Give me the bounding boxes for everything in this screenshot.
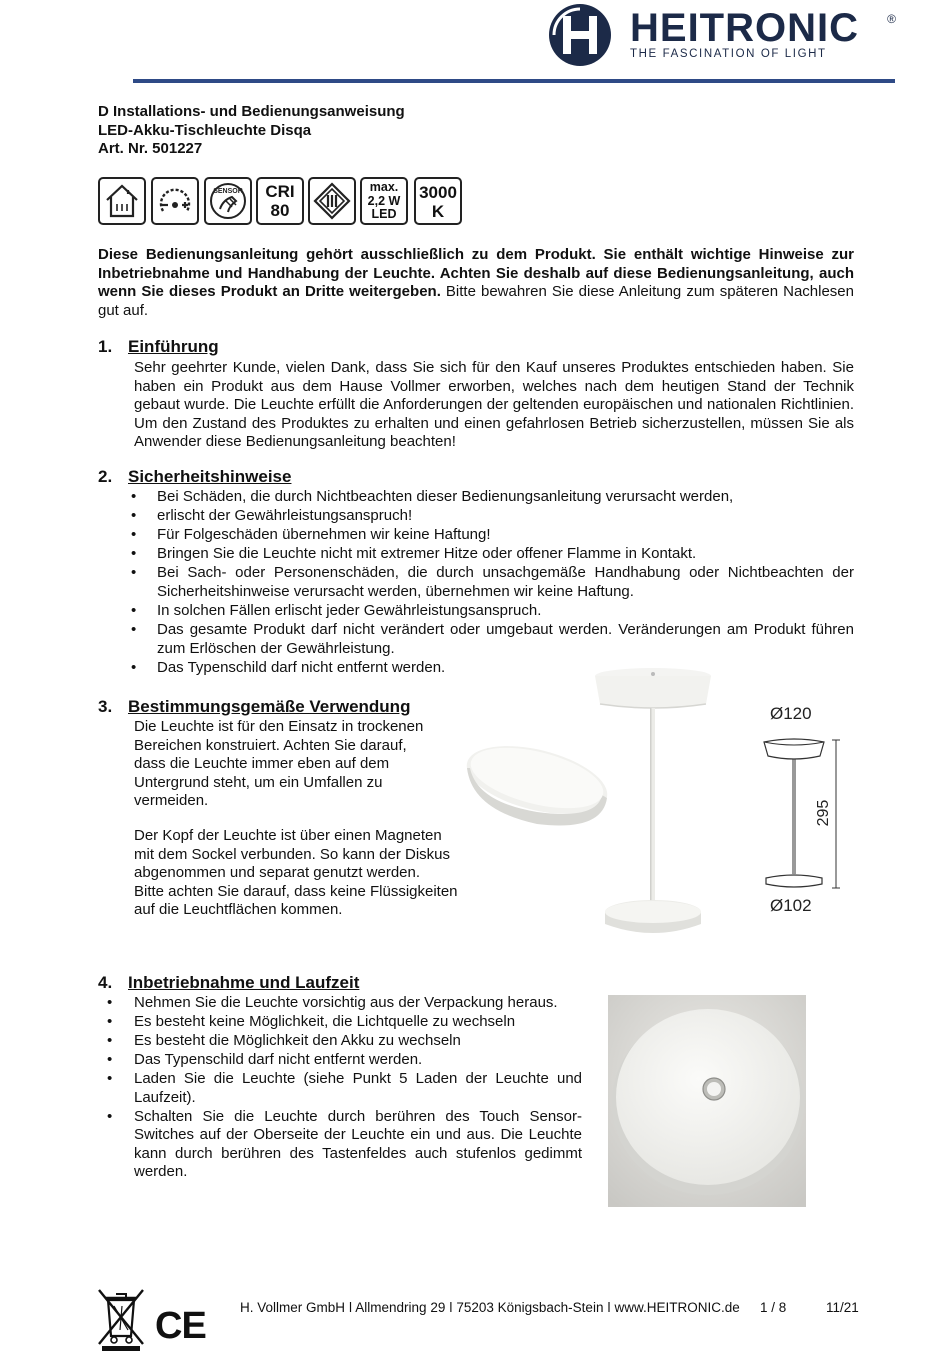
- text-line: abgenommen und separat genutzt werden.: [134, 864, 421, 881]
- color-temp-value: 3000: [419, 183, 457, 202]
- sensor-label: SENSOR: [213, 188, 243, 195]
- cri-label: CRI: [265, 182, 295, 201]
- list-item: • Bringen Sie die Leuchte nicht mit extremer Hitze oder offener Flamme in Kontakt.: [128, 545, 854, 564]
- cri-80-icon: [256, 177, 304, 225]
- section-title: Sicherheitshinweise: [128, 467, 292, 486]
- footer-page-number: 1 / 8: [760, 1300, 787, 1315]
- crossed-out-bin-icon: [96, 1286, 146, 1352]
- color-temperature-icon: [414, 177, 462, 225]
- touch-sensor-photo: [608, 995, 806, 1207]
- text-line: Die Leuchte ist für den Einsatz in trockenen: [134, 718, 424, 735]
- section-title: Inbetriebnahme und Laufzeit: [128, 973, 360, 992]
- text-line: Bitte achten Sie darauf, dass keine Flüssigkeiten: [134, 882, 458, 900]
- intro-normal-text: Bitte bewahren Sie diese Anleitung zum späteren Nachlesen gut auf.: [98, 283, 854, 319]
- protection-class-iii-icon: [308, 177, 356, 225]
- text-line: Bereichen konstruiert. Achten Sie darauf,: [134, 736, 407, 754]
- section-number: 4.: [98, 973, 113, 992]
- indoor-house-icon: [98, 177, 146, 225]
- list-item: • Laden Sie die Leuchte (siehe Punkt 5 Laden der Leuchte und Laufzeit).: [104, 1070, 582, 1107]
- intro-paragraph: [98, 246, 854, 320]
- document-title: [98, 103, 405, 159]
- section-1-text: Sehr geehrter Kunde, vielen Dank, dass Sie sich für den Kauf unseres Produktes entschieden haben. Sie haben ein Produkt aus dem Hause Vollmer erworben, welches nach dem heutigen Stand der Technik gebaut wurde. Die Leuchte erfüllt die Anforderungen der geltenden europäischen und nationalen Richtlinien. Um den Zustand des Produktes zu erhalten und einen gefahrlosen Betrieb sicherzustellen, müssen Sie als Anwender diese Bedienungsanleitung beachten!: [134, 359, 854, 450]
- list-item: • Nehmen Sie die Leuchte vorsichtig aus der Verpackung heraus.: [104, 994, 582, 1013]
- list-item: • Das Typenschild darf nicht entfernt werden.: [104, 1051, 582, 1070]
- power-value: 2,2 W: [367, 193, 401, 208]
- list-item: • Schalten Sie die Leuchte durch berühren des Touch Sensor-Switches auf der Oberseite der Leuchte ein und aus. Die Leuchte kann durch berühren des Tastenfeldes auch stufenlos gedimmt werden.: [104, 1108, 582, 1182]
- title-line-2: LED-Akku-Tischleuchte Disqa: [98, 121, 312, 139]
- section-title: Bestimmungsgemäße Verwendung: [128, 697, 411, 716]
- text-line: auf die Leuchtflächen kommen.: [134, 901, 343, 918]
- list-item: • Es besteht keine Möglichkeit, die Lichtquelle zu wechseln: [104, 1013, 582, 1032]
- list-item: • Das Typenschild darf nicht entfernt werden.: [128, 659, 854, 678]
- section-1-heading: [98, 337, 219, 357]
- section-number: 1.: [98, 337, 113, 356]
- brand-tagline: THE FASCINATION OF LIGHT: [630, 48, 827, 60]
- header-rule: [133, 79, 895, 83]
- color-temp-unit: K: [431, 202, 445, 221]
- list-item: • In solchen Fällen erlischt jeder Gewährleistungsanspruch.: [128, 602, 854, 621]
- text-line: vermeiden.: [134, 792, 209, 809]
- section-3-text-a: [134, 718, 484, 811]
- list-item: • Es besteht die Möglichkeit den Akku zu wechseln: [104, 1032, 582, 1051]
- lamp-outline: [752, 702, 862, 922]
- dimmer-icon: [151, 177, 199, 225]
- max-power-icon: [360, 177, 408, 225]
- text-line: Der Kopf der Leuchte ist über einen Magneten: [134, 827, 442, 844]
- section-title: Einführung: [128, 337, 219, 356]
- text-line: Untergrund steht, um ein Umfallen zu: [134, 773, 383, 791]
- cri-value: 80: [270, 201, 290, 220]
- footer-company: H. Vollmer GmbH ǀ Allmendring 29 ǀ 75203 Königsbach-Stein ǀ www.HEITRONIC.de: [240, 1300, 740, 1315]
- section-number: 2.: [98, 467, 113, 486]
- power-led-label: LED: [371, 207, 397, 221]
- footer-date: 11/21: [826, 1300, 859, 1315]
- title-line-1: D Installations- und Bedienungsanweisung: [98, 103, 405, 120]
- article-number: Art. Nr. 501227: [98, 140, 203, 157]
- dimension-drawing: [752, 702, 862, 922]
- registered-mark: ®: [887, 12, 896, 26]
- list-item: • Für Folgeschäden übernehmen wir keine Haftung!: [128, 526, 854, 545]
- brand-logo: [544, 2, 896, 68]
- power-max-label: max.: [369, 180, 399, 194]
- list-item: • erlischt der Gewährleistungsanspruch!: [128, 507, 854, 526]
- base-diameter-label: Ø102: [770, 896, 812, 915]
- section-3-text-b: [134, 827, 494, 920]
- section-number: 3.: [98, 697, 113, 716]
- list-item: • Das gesamte Produkt darf nicht verändert oder umgebaut werden. Veränderungen am Produkt führen zum Erlöschen der Gewährleistung.: [128, 621, 854, 658]
- table-lamp-photo: [588, 662, 718, 944]
- safety-list: [128, 488, 854, 678]
- brand-name: HEITRONIC: [630, 6, 859, 50]
- height-label: 295: [815, 799, 832, 827]
- section-3-heading: [98, 697, 410, 717]
- list-item: • Bei Schäden, die durch Nichtbeachten dieser Bedienungsanleitung verursacht werden,: [128, 488, 854, 507]
- operation-list: [104, 994, 582, 1183]
- top-diameter-label: Ø120: [770, 704, 812, 723]
- text-line: dass die Leuchte immer eben auf dem: [134, 755, 390, 772]
- ce-mark: CE: [155, 1305, 206, 1347]
- section-2-heading: [98, 467, 291, 487]
- section-4-heading: [98, 973, 359, 993]
- heitronic-h-emblem-icon: [544, 2, 616, 68]
- list-item: • Bei Sach- oder Personenschäden, die durch unsachgemäße Handhabung oder Nichtbeachten der Sicherheitshinweise verursacht werden, übernehmen wir keine Haftung.: [128, 564, 854, 601]
- intro-bold-text: Diese Bedienungsanleitung gehört ausschließlich zu dem Produkt. Sie enthält wichtige Hinweise zur Inbetriebnahme und Handhabung der Leuchte. Achten Sie deshalb auf diese Bedienungsanleitung, auch wenn Sie dieses Produkt an Dritte weitergeben.: [98, 246, 854, 300]
- text-line: mit dem Sockel verbunden. So kann der Diskus: [134, 845, 450, 863]
- touch-sensor-icon: [204, 177, 252, 225]
